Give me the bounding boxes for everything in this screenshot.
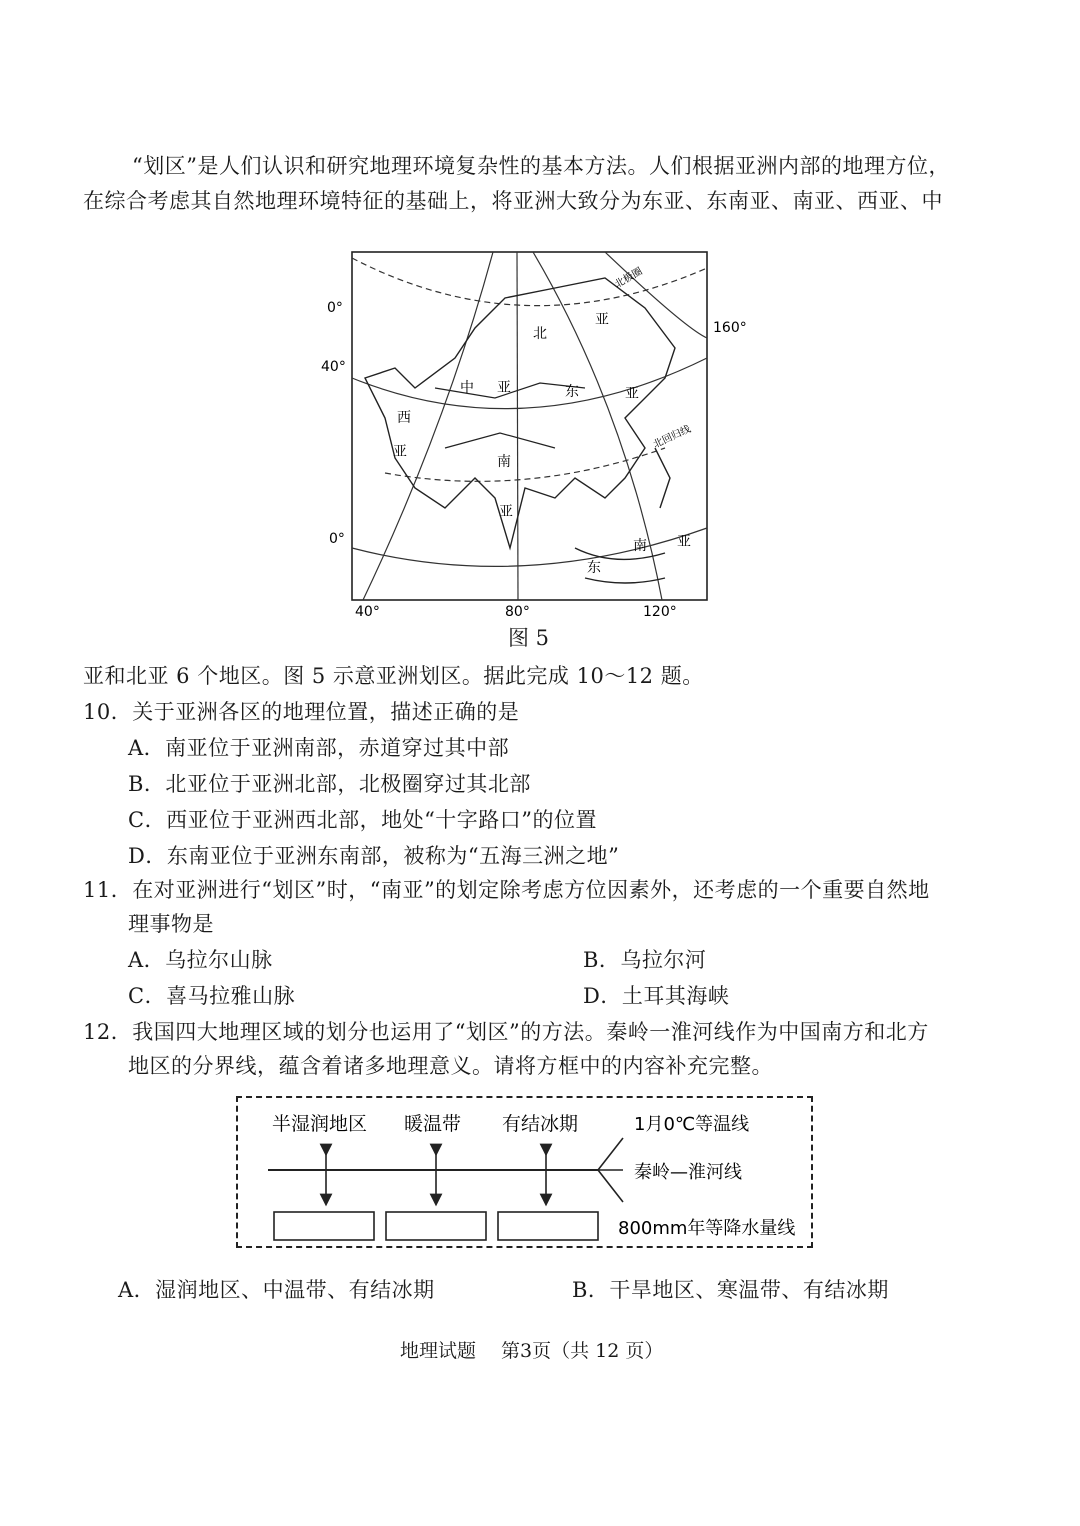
question-stem-cont: 地区的分界线，蕴含着诸多地理意义。请将方框中的内容补充完整。 xyxy=(128,1054,773,1078)
region-label: 东 xyxy=(565,384,579,400)
diagram-label: 半湿润地区 xyxy=(272,1113,368,1135)
lon-label: 80° xyxy=(505,604,530,620)
intro-line-1: “划区”是人们认识和研究地理环境复杂性的基本方法。人们根据亚洲内部的地理方位， xyxy=(132,154,950,178)
option[interactable]: D．东南亚位于亚洲东南部，被称为“五海三洲之地” xyxy=(128,844,620,868)
lat-label: 0° xyxy=(327,300,343,316)
region-label: 南 xyxy=(633,538,647,554)
option[interactable]: A．湿润地区、中温带、有结冰期 xyxy=(118,1278,435,1302)
option[interactable]: B．乌拉尔河 xyxy=(583,948,707,972)
region-label: 亚 xyxy=(499,504,513,520)
question-12 xyxy=(83,1016,929,1046)
lat-label: 0° xyxy=(329,531,345,547)
page-footer: 地理试题 第3页（共 12 页） xyxy=(400,1340,664,1362)
option[interactable]: B．干旱地区、寒温带、有结冰期 xyxy=(572,1278,889,1302)
lon-label: 160° xyxy=(713,320,747,336)
diagram-label: 1月0℃等温线 xyxy=(634,1114,750,1135)
question-stem: 我国四大地理区域的划分也运用了“划区”的方法。秦岭一淮河线作为中国南方和北方 xyxy=(132,1020,929,1044)
figure-caption: 图 5 xyxy=(508,626,550,650)
diagram-svg xyxy=(238,1098,811,1246)
asia-region-map xyxy=(321,248,747,628)
arctic-circle-label: 北极圈 xyxy=(613,266,645,291)
tropic-label: 北回归线 xyxy=(651,423,693,451)
question-number: 10． xyxy=(83,700,133,724)
question-stem: 关于亚洲各区的地理位置，描述正确的是 xyxy=(132,700,520,724)
option[interactable]: B．北亚位于亚洲北部，北极圈穿过其北部 xyxy=(128,772,531,796)
lon-label: 40° xyxy=(355,604,380,620)
region-label: 西 xyxy=(397,410,411,426)
region-label: 亚 xyxy=(625,386,639,402)
region-label: 亚 xyxy=(393,444,407,460)
option[interactable]: A．南亚位于亚洲南部，赤道穿过其中部 xyxy=(128,736,510,760)
region-label: 亚 xyxy=(497,380,511,396)
region-label: 北 xyxy=(533,326,547,342)
map-svg xyxy=(321,248,747,628)
question-11 xyxy=(83,874,930,904)
lat-label: 40° xyxy=(321,359,346,375)
lon-label: 120° xyxy=(643,604,677,620)
region-label: 中 xyxy=(460,380,474,396)
intro-line-2: 在综合考虑其自然地理环境特征的基础上，将亚洲大致分为东亚、东南亚、南亚、西亚、中 xyxy=(83,189,943,213)
region-label: 南 xyxy=(497,454,511,470)
question-10 xyxy=(83,696,519,726)
diagram-label: 暖温带 xyxy=(404,1113,462,1135)
region-label: 亚 xyxy=(595,312,609,328)
region-label: 亚 xyxy=(677,534,691,550)
question-stem-cont: 理事物是 xyxy=(128,912,214,936)
diagram-label: 800mm年等降水量线 xyxy=(618,1218,796,1239)
option[interactable]: D．土耳其海峡 xyxy=(583,984,730,1008)
region-label: 东 xyxy=(587,560,601,576)
question-number: 11． xyxy=(83,878,133,902)
option[interactable]: A．乌拉尔山脉 xyxy=(128,948,273,972)
diagram-label: 秦岭—淮河线 xyxy=(634,1162,742,1183)
intro-line-3: 亚和北亚 6 个地区。图 5 示意亚洲划区。据此完成 10～12 题。 xyxy=(83,664,704,688)
option[interactable]: C．西亚位于亚洲西北部，地处“十字路口”的位置 xyxy=(128,808,598,832)
option[interactable]: C．喜马拉雅山脉 xyxy=(128,984,296,1008)
question-number: 12． xyxy=(83,1020,133,1044)
qinling-diagram xyxy=(236,1096,813,1248)
question-stem: 在对亚洲进行“划区”时，“南亚”的划定除考虑方位因素外，还考虑的一个重要自然地 xyxy=(132,878,930,902)
diagram-label: 有结冰期 xyxy=(502,1113,579,1135)
